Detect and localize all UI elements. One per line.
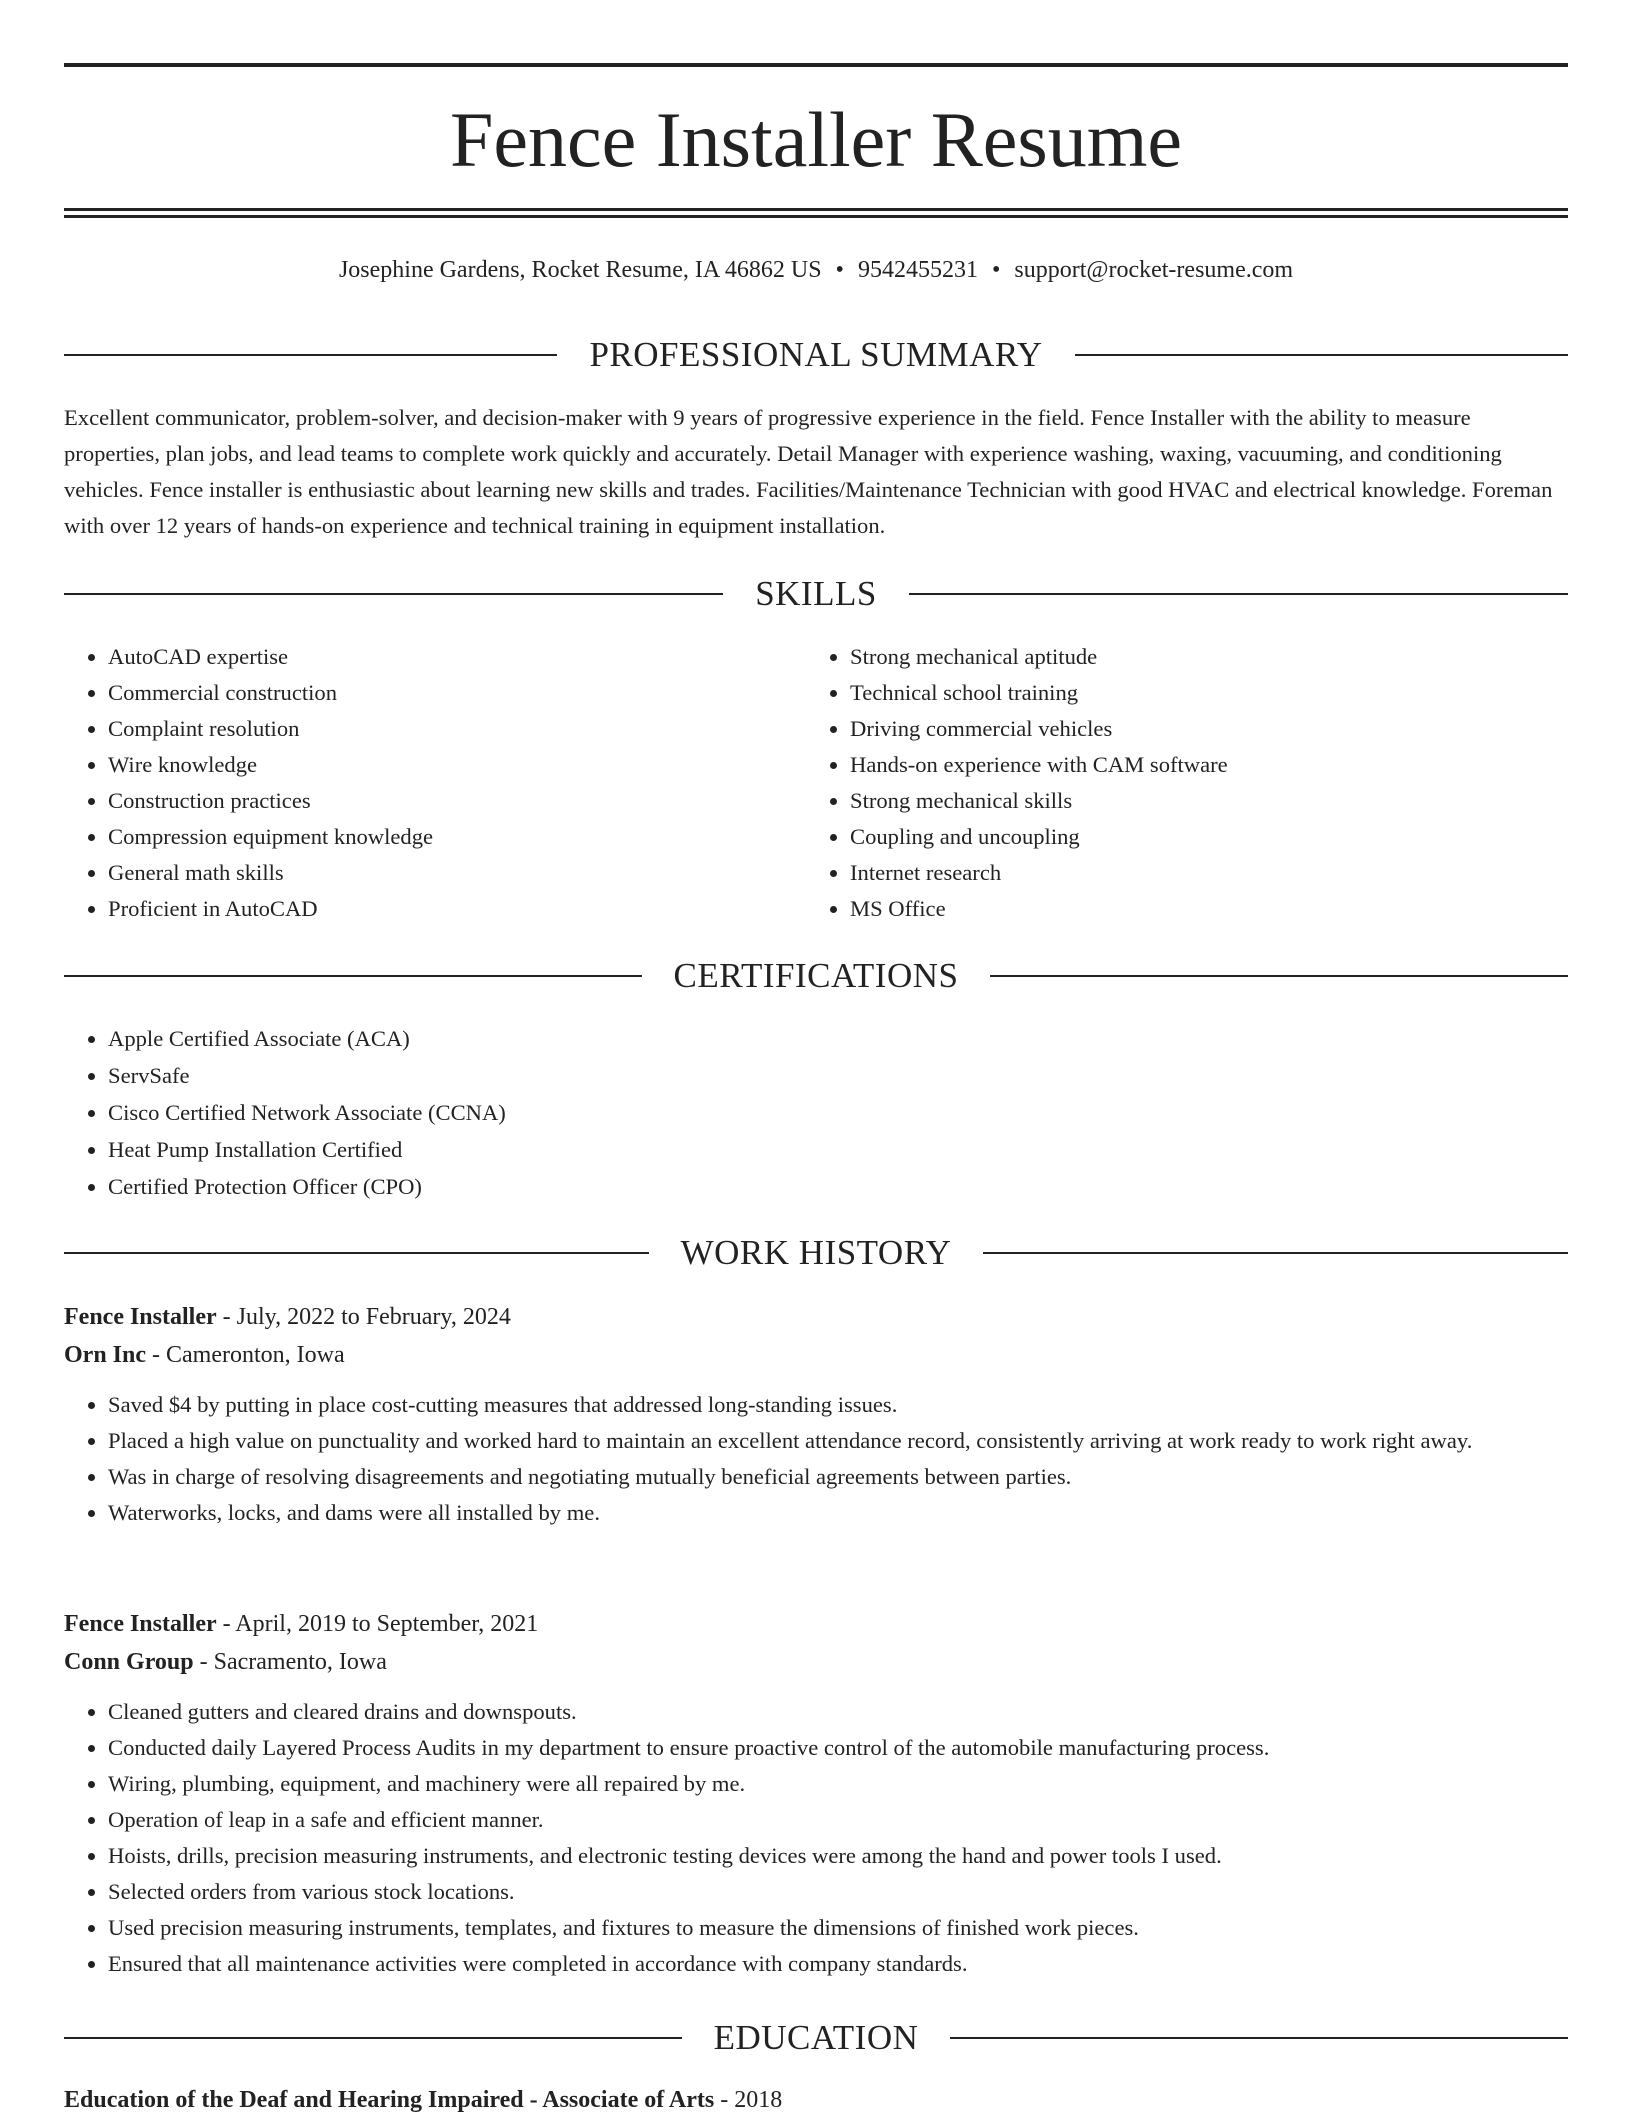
skill-item: • Internet research — [850, 855, 1506, 891]
job-bullet-item: • Used precision measuring instruments, templates, and fixtures to measure the dimensions of finished work pieces. — [108, 1910, 1568, 1946]
skills-column-left — [64, 639, 764, 927]
job-company: Orn Inc — [64, 1342, 147, 1368]
job-company-line — [64, 1336, 1568, 1374]
section-heading-label: CERTIFICATIONS — [673, 956, 959, 995]
skills-column-right — [806, 639, 1506, 927]
education-entry — [64, 2081, 1568, 2119]
job-bullets — [64, 1387, 1568, 1531]
job-title: Fence Installer — [64, 1611, 217, 1637]
section-heading-label: SKILLS — [755, 574, 877, 613]
skill-item: • Strong mechanical skills — [850, 783, 1506, 819]
skill-item: • Proficient in AutoCAD — [108, 891, 764, 927]
certification-item: • Certified Protection Officer (CPO) — [108, 1169, 864, 1205]
job-location: - Cameronton, Iowa — [146, 1342, 345, 1368]
heading-rule — [64, 1252, 649, 1254]
contact-separator: • — [991, 257, 1001, 283]
section-heading-label: EDUCATION — [713, 2018, 919, 2057]
skill-item: • Hands-on experience with CAM software — [850, 747, 1506, 783]
heading-rule — [64, 975, 642, 977]
education-school: Education of the Deaf and Hearing Impaired — [64, 2087, 524, 2113]
section-heading-summary — [64, 333, 1568, 377]
heading-rule — [990, 975, 1568, 977]
heading-rule — [950, 2037, 1568, 2039]
skill-item: • Driving commercial vehicles — [850, 711, 1506, 747]
job-bullets — [64, 1694, 1568, 1982]
heading-rule — [909, 593, 1568, 595]
contact-address: Josephine Gardens, Rocket Resume, IA 46862 US — [338, 257, 822, 283]
job-company: Conn Group — [64, 1649, 194, 1675]
skill-item: • Construction practices — [108, 783, 764, 819]
education-degree: Associate of Arts — [542, 2087, 715, 2113]
section-heading-certifications — [64, 954, 1568, 998]
contact-phone: 9542455231 — [857, 257, 978, 283]
contact-email: support@rocket-resume.com — [1014, 257, 1294, 283]
certification-item: • Heat Pump Installation Certified — [108, 1132, 864, 1168]
heading-rule — [1075, 354, 1568, 356]
job-bullet-item: • Cleaned gutters and cleared drains and downspouts. — [108, 1694, 1568, 1730]
skill-item: • Coupling and uncoupling — [850, 819, 1506, 855]
skill-item: • Strong mechanical aptitude — [850, 639, 1506, 675]
job-entry — [64, 1298, 1568, 1531]
job-title-line — [64, 1605, 1568, 1643]
heading-rule — [64, 593, 723, 595]
certifications-block — [64, 1021, 864, 1206]
skill-item: • Complaint resolution — [108, 711, 764, 747]
job-company-line — [64, 1643, 1568, 1681]
job-bullet-item: • Hoists, drills, precision measuring instruments, and electronic testing devices were among the hand and power tools I used. — [108, 1838, 1568, 1874]
job-title-line — [64, 1298, 1568, 1336]
education-separator: - — [523, 2087, 543, 2113]
job-bullet-item: • Waterworks, locks, and dams were all installed by me. — [108, 1495, 1568, 1531]
skills-list-right — [806, 639, 1506, 927]
contact-separator: • — [835, 257, 844, 283]
section-heading-skills — [64, 572, 1568, 616]
job-bullet-item: • Saved $4 by putting in place cost-cutting measures that addressed long-standing issues. — [108, 1387, 1568, 1423]
education-year: - 2018 — [714, 2087, 783, 2113]
job-entry — [64, 1605, 1568, 1982]
certifications-list — [64, 1021, 864, 1205]
heading-rule — [983, 1252, 1568, 1254]
skill-item: • General math skills — [108, 855, 764, 891]
certification-item: • Apple Certified Associate (ACA) — [108, 1021, 864, 1057]
certification-item: • ServSafe — [108, 1058, 864, 1094]
skill-item: • Compression equipment knowledge — [108, 819, 764, 855]
skills-list-left — [64, 639, 764, 927]
section-heading-education — [64, 2016, 1568, 2060]
section-heading-work — [64, 1231, 1568, 1275]
skill-item: • Technical school training — [850, 675, 1506, 711]
job-location: - Sacramento, Iowa — [193, 1649, 387, 1675]
job-bullet-item: • Operation of leap in a safe and efficient manner. — [108, 1802, 1568, 1838]
job-bullet-item: • Selected orders from various stock locations. — [108, 1874, 1568, 1910]
heading-rule — [64, 2037, 682, 2039]
job-dates: - April, 2019 to September, 2021 — [216, 1611, 539, 1637]
section-heading-label: WORK HISTORY — [680, 1233, 952, 1272]
job-dates: - July, 2022 to February, 2024 — [216, 1304, 511, 1330]
summary-text: Excellent communicator, problem-solver, and decision-maker with 9 years of progressive experience in the field. Fence Installer with the ability to measure properties, plan jobs, and lead teams to complete work quickly and accurately. Detail Manager with experience washing, waxing, vacuuming, and conditioning vehicles. Fence installer is enthusiastic about learning new skills and trades. Facilities/Maintenance Technician with good HVAC and electrical knowledge. Foreman with over 12 years of hands-on experience and technical training in equipment installation. — [64, 405, 1553, 538]
section-heading-label: PROFESSIONAL SUMMARY — [589, 335, 1043, 374]
skill-item: • MS Office — [850, 891, 1506, 927]
skill-item: • AutoCAD expertise — [108, 639, 764, 675]
top-rule — [64, 63, 1568, 67]
job-bullet-item: • Wiring, plumbing, equipment, and machinery were all repaired by me. — [108, 1766, 1568, 1802]
job-bullet-item: • Ensured that all maintenance activities were completed in accordance with company standards. — [108, 1946, 1568, 1982]
job-bullet-item: • Placed a high value on punctuality and worked hard to maintain an excellent attendance record, consistently arriving at work ready to work right away. — [108, 1423, 1568, 1459]
job-bullet-item: • Was in charge of resolving disagreements and negotiating mutually beneficial agreements between parties. — [108, 1459, 1568, 1495]
job-bullet-item: • Conducted daily Layered Process Audits in my department to ensure proactive control of the automobile manufacturing process. — [108, 1730, 1568, 1766]
job-title: Fence Installer — [64, 1304, 217, 1330]
title-rule-top — [64, 208, 1568, 211]
skill-item: • Commercial construction — [108, 675, 764, 711]
contact-line — [64, 253, 1568, 287]
resume-title: Fence Installer Resume — [449, 96, 1183, 183]
title-rule-bottom — [64, 215, 1568, 218]
certification-item: • Cisco Certified Network Associate (CCNA) — [108, 1095, 864, 1131]
skill-item: • Wire knowledge — [108, 747, 764, 783]
heading-rule — [64, 354, 557, 356]
